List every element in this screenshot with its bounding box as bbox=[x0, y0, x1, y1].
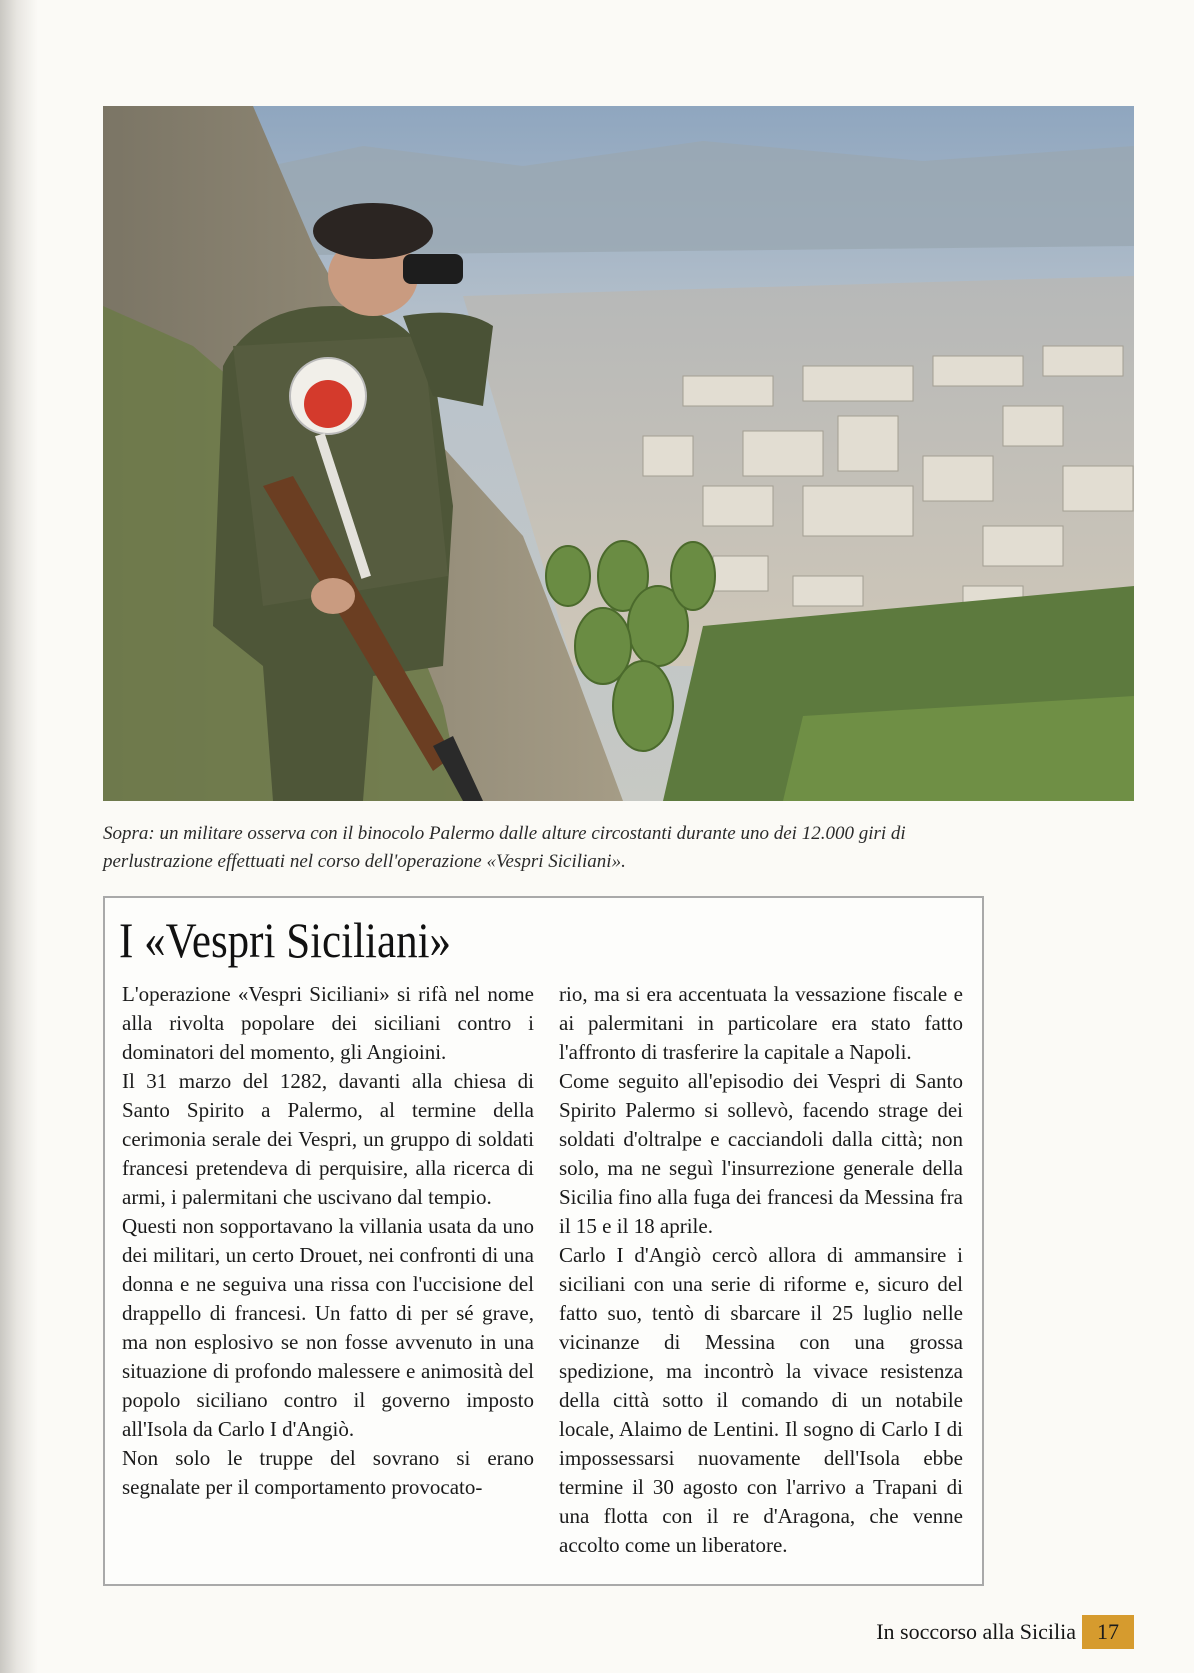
page-footer bbox=[876, 1615, 1134, 1647]
paragraph: Carlo I d'Angiò cercò allora di ammansire i siciliani con una serie di riforme e, sicuro del fatto suo, tentò di sbarcare il 25 luglio nelle vicinanze di Messina con una grossa spedizione, ma incontrò la vivace resistenza della città sotto il comando di un notabile locale, Alaimo de Lentini. Il sogno di Carlo I di impossessarsi nuovamente dell'Isola ebbe termine il 30 agosto con l'arrivo a Trapani di una flotta con il re d'Aragona, che venne accolto come un liberatore. bbox=[559, 1243, 963, 1557]
paragraph: Il 31 marzo del 1282, davanti alla chiesa di Santo Spirito a Palermo, al termine della cerimonia serale dei Vespri, un gruppo di soldati francesi pretendeva di perquisire, alla ricerca di armi, i palermitani che uscivano dal tempio. bbox=[122, 1069, 534, 1209]
article-title: I «Vespri Siciliani» bbox=[119, 912, 452, 968]
photo-caption bbox=[103, 820, 1103, 876]
article-right-column bbox=[559, 980, 963, 1560]
caption-line-2: perlustrazione effettuati nel corso dell'operazione «Vespri Siciliani». bbox=[103, 851, 626, 872]
page-gutter-shadow bbox=[0, 0, 38, 1673]
photo-illustration bbox=[103, 106, 1134, 801]
paragraph: L'operazione «Vespri Siciliani» si rifà nel nome alla rivolta popolare dei siciliani contro i dominatori del momento, gli Angioini. bbox=[122, 982, 534, 1064]
page-number: 17 bbox=[1097, 1619, 1119, 1644]
article-left-column bbox=[122, 980, 534, 1502]
article-box bbox=[103, 896, 984, 1586]
paragraph: Come seguito all'episodio dei Vespri di Santo Spirito Palermo si sollevò, facendo strage dei soldati d'oltralpe e cacciandoli dalla città; non solo, ma ne seguì l'insurrezione generale della Sicilia fino alla fuga dei francesi da Messina fra il 15 e il 18 aprile. bbox=[559, 1069, 963, 1238]
caption-line-1: Sopra: un militare osserva con il binocolo Palermo dalle alture circostanti durante uno dei 12.000 giri di bbox=[103, 823, 906, 844]
section-title: In soccorso alla Sicilia bbox=[876, 1619, 1076, 1644]
paragraph: rio, ma si era accentuata la vessazione fiscale e ai palermitani in particolare era stato fatto l'affronto di trasferire la capitale a Napoli. bbox=[559, 982, 963, 1064]
paragraph: Non solo le truppe del sovrano si erano segnalate per il comportamento provocato- bbox=[122, 1446, 534, 1499]
paragraph: Questi non sopportavano la villania usata da uno dei militari, un certo Drouet, nei confronti di una donna e ne seguiva una rissa con l'uccisione del drappello di francesi. Un fatto di per sé grave, ma non esplosivo se non fosse avvenuto in una situazione di profondo malessere e animosità del popolo siciliano contro il governo imposto all'Isola da Carlo I d'Angiò. bbox=[122, 1214, 534, 1441]
article-photo bbox=[103, 106, 1134, 801]
